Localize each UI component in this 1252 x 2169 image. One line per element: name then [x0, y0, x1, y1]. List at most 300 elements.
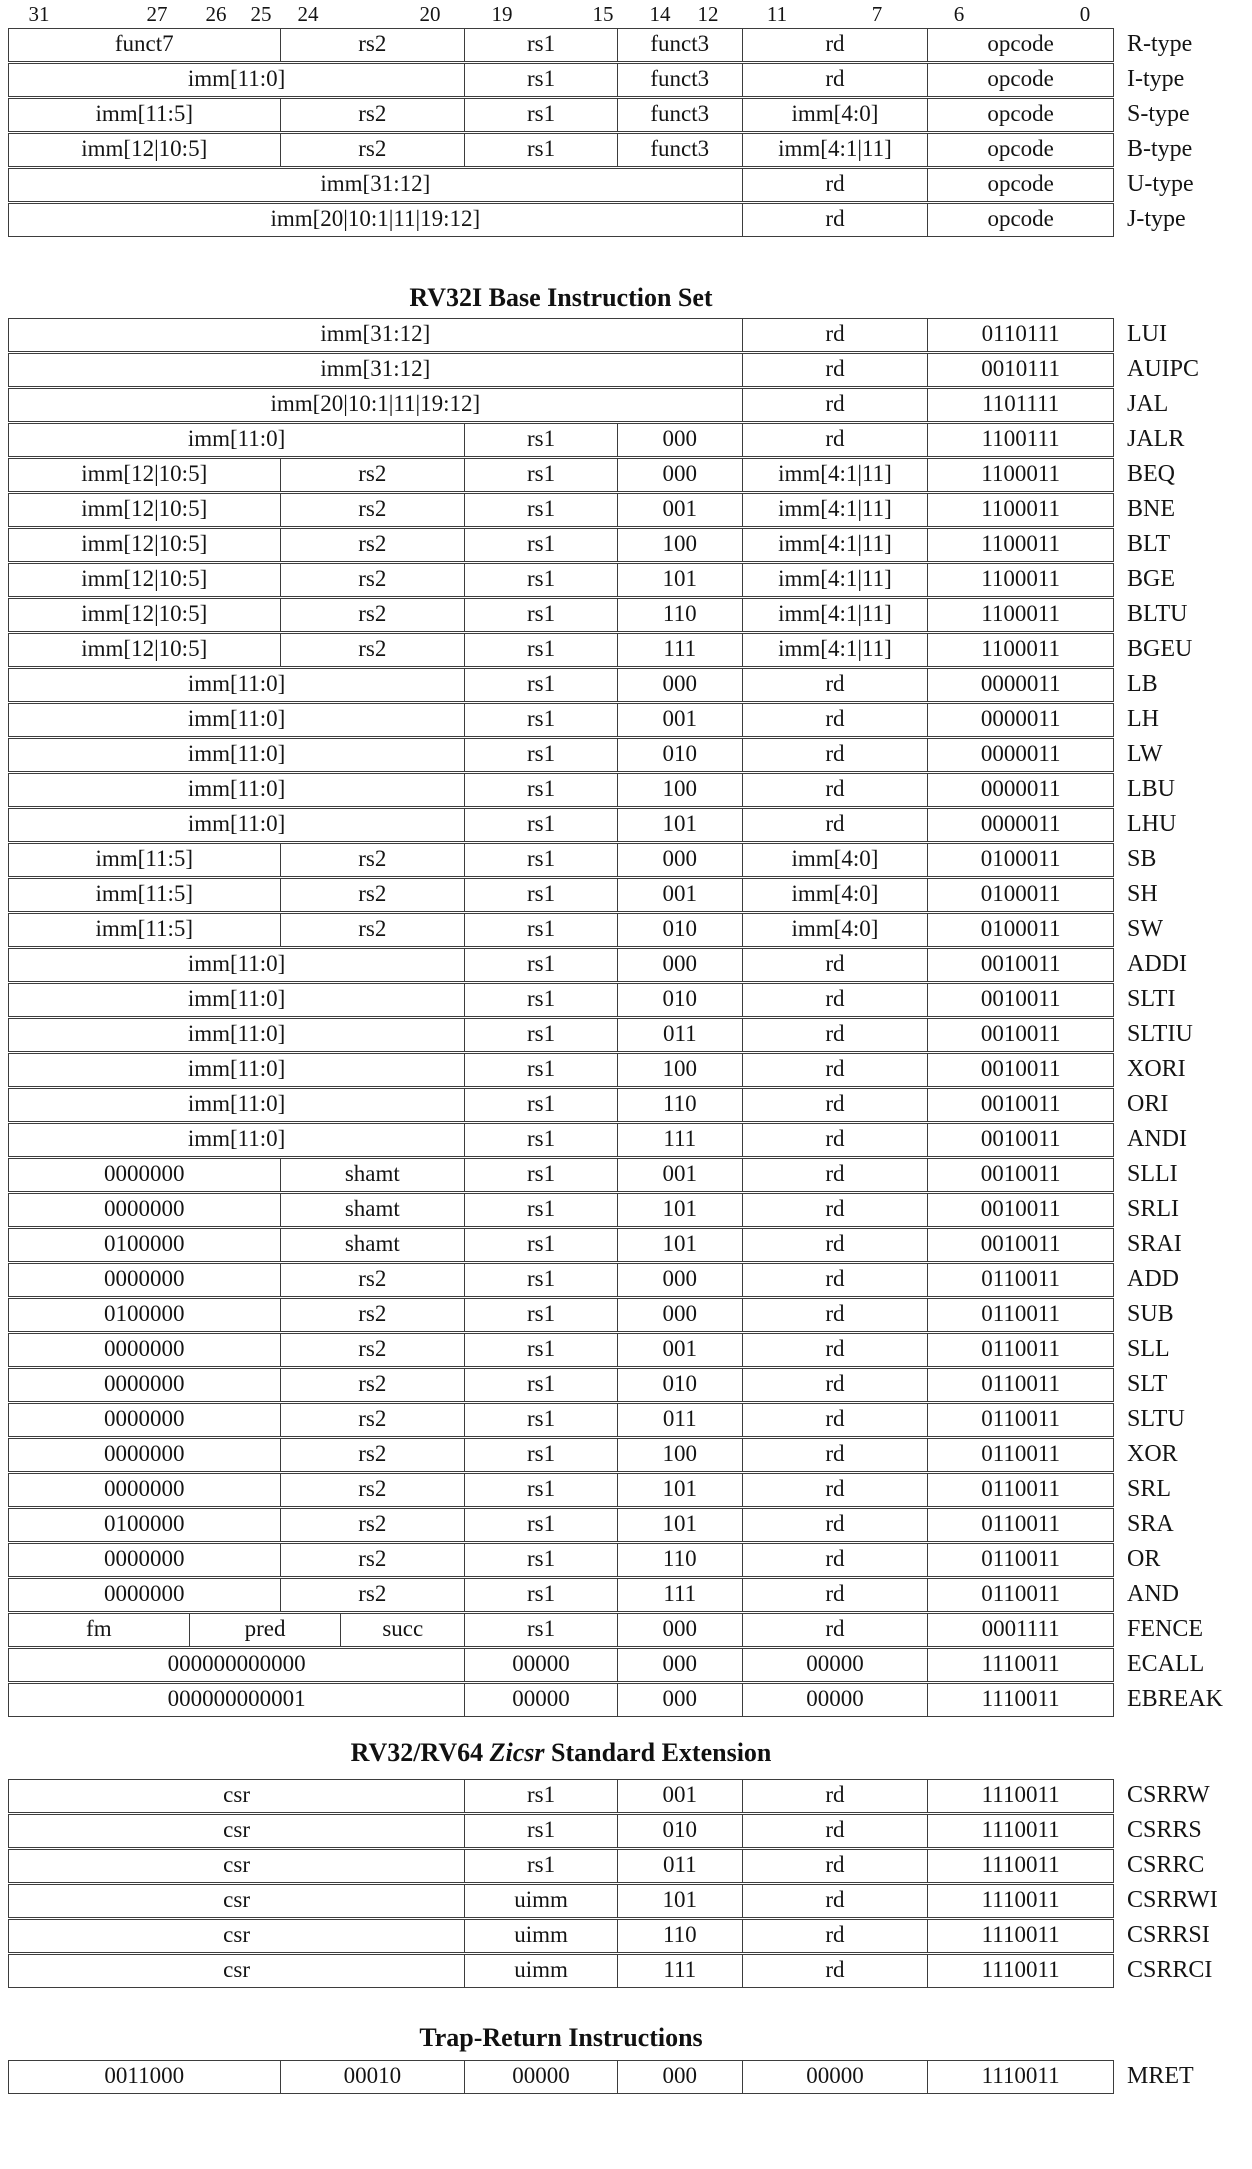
field-cell: 1100011	[927, 634, 1113, 666]
bit-ruler-mark-11: 11	[766, 2, 788, 26]
table-row	[8, 1683, 1223, 1717]
bit-ruler-mark-14: 14	[649, 2, 671, 26]
field-cell: funct3	[617, 29, 742, 61]
zicsr-title-italic: Zicsr	[489, 1738, 545, 1767]
field-cell: 0100000	[104, 1301, 185, 1326]
field-cell: rd	[742, 1124, 928, 1156]
field-cell: 100	[617, 774, 742, 806]
table-row	[8, 1053, 1186, 1087]
table-row	[8, 1884, 1218, 1918]
instruction-label: OR	[1127, 1546, 1161, 1572]
field-cell: shamt	[280, 1194, 465, 1226]
table-row	[8, 1508, 1174, 1542]
table-row	[8, 1919, 1210, 1953]
table-row	[8, 388, 1169, 422]
field-cell: imm[4:1|11]	[742, 134, 928, 166]
field-cell: 101	[617, 1194, 742, 1226]
field-cell: rd	[742, 669, 928, 701]
field-cell: rs1	[464, 29, 617, 61]
field-cell: rs1	[464, 1299, 617, 1331]
field-cell: 0100011	[927, 844, 1113, 876]
field-cell: rd	[742, 1815, 928, 1847]
instruction-label: I-type	[1127, 66, 1185, 92]
table-row	[8, 528, 1171, 562]
field-cell: rd	[742, 739, 928, 771]
field-cell: 111	[617, 1579, 742, 1611]
field-cell: rs1	[464, 599, 617, 631]
field-cell: 000	[617, 1299, 742, 1331]
field-cell: rd	[742, 1614, 928, 1646]
field-cell: rs2	[280, 459, 465, 491]
field-cell: 0000000	[104, 1476, 185, 1501]
field-cell: 00000	[742, 1649, 928, 1681]
field-cell: rs1	[464, 1815, 617, 1847]
field-cell: 0100011	[927, 914, 1113, 946]
instruction-label: ADDI	[1127, 951, 1187, 977]
field-cell: 0010011	[927, 1159, 1113, 1191]
instruction-label: AND	[1127, 1581, 1179, 1607]
field-cell: rs1	[464, 1369, 617, 1401]
field-cell: rs1	[464, 739, 617, 771]
field-cell: 000	[617, 1614, 742, 1646]
instruction-label: LBU	[1127, 776, 1175, 802]
field-cell: imm[4:1|11]	[742, 634, 928, 666]
bit-ruler-mark-0: 0	[1079, 2, 1091, 26]
field-cell: rs1	[464, 494, 617, 526]
field-cell: rs1	[464, 564, 617, 596]
instruction-label: ANDI	[1127, 1126, 1187, 1152]
instruction-label: SB	[1127, 846, 1157, 872]
field-cell: 101	[617, 564, 742, 596]
zicsr-section-title	[8, 1738, 1114, 1768]
field-cell: 0110111	[927, 319, 1113, 351]
instruction-label: LW	[1127, 741, 1163, 767]
instruction-label: CSRRWI	[1127, 1887, 1218, 1913]
field-cell: rs2	[280, 1369, 465, 1401]
field-cell: 0001111	[927, 1614, 1113, 1646]
field-cell: 0100011	[927, 879, 1113, 911]
field-cell: opcode	[927, 29, 1113, 61]
field-cell: rs2	[280, 494, 465, 526]
table-row	[8, 1298, 1174, 1332]
field-cell: imm[12|10:5]	[81, 136, 208, 161]
field-cell: imm[11:5]	[95, 846, 194, 871]
instruction-label: MRET	[1127, 2063, 1194, 2089]
field-cell: rs2	[280, 1544, 465, 1576]
field-cell: 000	[617, 424, 742, 456]
table-row	[8, 703, 1159, 737]
field-cell: imm[12|10:5]	[81, 531, 208, 556]
field-cell: 111	[617, 634, 742, 666]
table-row	[8, 738, 1163, 772]
field-cell: rd	[742, 424, 928, 456]
instruction-label: SRAI	[1127, 1231, 1182, 1257]
instruction-label: ORI	[1127, 1091, 1169, 1117]
table-row	[8, 1954, 1213, 1988]
instruction-label: AUIPC	[1127, 356, 1200, 382]
field-cell: 0000011	[927, 774, 1113, 806]
field-cell: csr	[223, 1817, 250, 1842]
field-cell: rd	[742, 1439, 928, 1471]
instruction-label: CSRRCI	[1127, 1957, 1213, 1983]
field-cell: rs1	[464, 64, 617, 96]
instruction-label: U-type	[1127, 171, 1194, 197]
field-cell: 00010	[280, 2061, 465, 2093]
field-cell: 110	[617, 599, 742, 631]
field-cell: 0000000	[104, 1406, 185, 1431]
field-cell: rs2	[280, 1404, 465, 1436]
field-cell: 010	[617, 1815, 742, 1847]
table-row	[8, 843, 1157, 877]
trap-return-table	[8, 2060, 1194, 2095]
instruction-label: EBREAK	[1127, 1686, 1223, 1712]
instruction-label: BGEU	[1127, 636, 1193, 662]
bit-ruler-mark-24: 24	[297, 2, 319, 26]
field-cell: imm[11:0]	[187, 776, 286, 801]
field-cell: 111	[617, 1955, 742, 1987]
field-cell: 00000	[742, 1684, 928, 1716]
field-cell: imm[4:1|11]	[742, 459, 928, 491]
field-cell: rd	[742, 1089, 928, 1121]
field-cell: 0110011	[927, 1579, 1113, 1611]
instruction-label: JALR	[1127, 426, 1185, 452]
field-cell: 1100111	[927, 424, 1113, 456]
field-cell: 1100011	[927, 459, 1113, 491]
field-cell: succ	[340, 1614, 464, 1646]
bit-position-ruler	[0, 2, 1252, 28]
field-cell: 001	[617, 879, 742, 911]
field-cell: rd	[742, 204, 928, 236]
field-cell: 1110011	[927, 1885, 1113, 1917]
field-cell: rd	[742, 1229, 928, 1261]
zicsr-title-post: Standard Extension	[544, 1738, 772, 1767]
field-cell: rd	[742, 1509, 928, 1541]
field-cell: rs1	[464, 1439, 617, 1471]
field-cell: 000	[617, 459, 742, 491]
field-cell: 011	[617, 1019, 742, 1051]
instruction-label: ECALL	[1127, 1651, 1205, 1677]
table-row	[8, 633, 1193, 667]
field-cell: 1101111	[927, 389, 1113, 421]
table-row	[8, 2060, 1194, 2094]
bit-ruler-mark-27: 27	[146, 2, 168, 26]
field-cell: 0110011	[927, 1509, 1113, 1541]
field-cell: 1100011	[927, 599, 1113, 631]
field-cell: rs2	[280, 599, 465, 631]
table-row	[8, 1814, 1202, 1848]
field-cell: 101	[617, 1229, 742, 1261]
field-cell: shamt	[280, 1229, 465, 1261]
table-row	[8, 948, 1187, 982]
field-cell: imm[12|10:5]	[81, 496, 208, 521]
bit-ruler-mark-31: 31	[28, 2, 50, 26]
field-cell: rs1	[464, 704, 617, 736]
table-row	[8, 1438, 1178, 1472]
field-cell: 011	[617, 1850, 742, 1882]
bit-ruler-mark-15: 15	[592, 2, 614, 26]
field-cell: imm[11:0]	[187, 671, 286, 696]
table-row	[8, 1368, 1168, 1402]
field-cell: 0000000	[104, 1546, 185, 1571]
field-cell: 0010011	[927, 1229, 1113, 1261]
field-cell: 0100000	[104, 1231, 185, 1256]
instruction-label: CSRRSI	[1127, 1922, 1210, 1948]
instruction-label: SLTU	[1127, 1406, 1185, 1432]
field-cell: rd	[742, 1885, 928, 1917]
instruction-label: SLTI	[1127, 986, 1176, 1012]
field-cell: 000	[617, 1684, 742, 1716]
instruction-label: SLL	[1127, 1336, 1170, 1362]
field-cell: rd	[742, 1544, 928, 1576]
field-cell: imm[12|10:5]	[81, 636, 208, 661]
field-cell: 1110011	[927, 1649, 1113, 1681]
field-cell: uimm	[464, 1920, 617, 1952]
table-row	[8, 133, 1193, 167]
table-row	[8, 98, 1190, 132]
field-cell: rd	[742, 774, 928, 806]
table-row	[8, 353, 1200, 387]
field-cell: 001	[617, 1780, 742, 1812]
instruction-label: XORI	[1127, 1056, 1186, 1082]
field-cell: rs2	[280, 1264, 465, 1296]
field-cell: imm[11:0]	[187, 1091, 286, 1116]
instruction-label: LH	[1127, 706, 1159, 732]
field-cell: rs2	[280, 1579, 465, 1611]
instruction-label: BEQ	[1127, 461, 1175, 487]
field-cell: 00000	[464, 2061, 617, 2093]
field-cell: rs1	[464, 844, 617, 876]
bit-ruler-mark-20: 20	[419, 2, 441, 26]
field-cell: 0011000	[104, 2063, 185, 2088]
field-cell: rs1	[464, 634, 617, 666]
field-cell: imm[20|10:1|11|19:12]	[270, 391, 481, 416]
field-cell: rd	[742, 354, 928, 386]
field-cell: rs2	[280, 1474, 465, 1506]
field-cell: rs1	[464, 1229, 617, 1261]
field-cell: imm[11:0]	[187, 1056, 286, 1081]
field-cell: 100	[617, 529, 742, 561]
field-cell: rd	[742, 1920, 928, 1952]
field-cell: imm[20|10:1|11|19:12]	[270, 206, 481, 231]
field-cell: rd	[742, 1264, 928, 1296]
instruction-label: SRL	[1127, 1476, 1172, 1502]
field-cell: rd	[742, 704, 928, 736]
field-cell: pred	[189, 1614, 341, 1646]
field-cell: imm[4:1|11]	[742, 494, 928, 526]
instruction-label: BNE	[1127, 496, 1175, 522]
field-cell: 1100011	[927, 494, 1113, 526]
instruction-label: SRLI	[1127, 1196, 1180, 1222]
field-cell: 0000000	[104, 1266, 185, 1291]
instruction-label: SUB	[1127, 1301, 1174, 1327]
field-cell: rd	[742, 1404, 928, 1436]
table-row	[8, 493, 1175, 527]
field-cell: 0000011	[927, 669, 1113, 701]
instruction-label: S-type	[1127, 101, 1190, 127]
field-cell: 1110011	[927, 2061, 1113, 2093]
instruction-label: SLT	[1127, 1371, 1168, 1397]
field-cell: rd	[742, 1850, 928, 1882]
field-cell: rs1	[464, 99, 617, 131]
field-cell: imm[11:5]	[95, 881, 194, 906]
field-cell: rs1	[464, 529, 617, 561]
field-cell: rd	[742, 1955, 928, 1987]
field-cell: rs2	[280, 529, 465, 561]
field-cell: imm[4:1|11]	[742, 599, 928, 631]
table-row	[8, 458, 1175, 492]
field-cell: rs1	[464, 1054, 617, 1086]
field-cell: rs2	[280, 1299, 465, 1331]
field-cell: rd	[742, 809, 928, 841]
field-cell: 000	[617, 1264, 742, 1296]
table-row	[8, 63, 1185, 97]
table-row	[8, 1263, 1179, 1297]
field-cell: 010	[617, 984, 742, 1016]
bit-ruler-mark-26: 26	[205, 2, 227, 26]
field-cell: imm[11:0]	[187, 986, 286, 1011]
field-cell: 011	[617, 1404, 742, 1436]
instruction-label: CSRRS	[1127, 1817, 1202, 1843]
field-cell: 0000011	[927, 704, 1113, 736]
field-cell: imm[11:0]	[187, 1126, 286, 1151]
field-cell: 0000000	[104, 1336, 185, 1361]
instruction-label: B-type	[1127, 136, 1193, 162]
field-cell: imm[12|10:5]	[81, 566, 208, 591]
field-cell: 0010011	[927, 1054, 1113, 1086]
field-cell: opcode	[927, 99, 1113, 131]
field-cell: rs1	[464, 1579, 617, 1611]
field-cell: rs1	[464, 1474, 617, 1506]
field-cell: funct7	[114, 31, 174, 56]
field-cell: rs2	[280, 134, 465, 166]
field-cell: 0000000	[104, 1441, 185, 1466]
field-cell: 1110011	[927, 1955, 1113, 1987]
field-cell: 1110011	[927, 1684, 1113, 1716]
field-cell: rd	[742, 389, 928, 421]
field-cell: rs1	[464, 1159, 617, 1191]
instruction-label: LB	[1127, 671, 1158, 697]
table-row	[8, 1613, 1204, 1647]
table-row	[8, 983, 1176, 1017]
field-cell: 0110011	[927, 1439, 1113, 1471]
instruction-label: LUI	[1127, 321, 1167, 347]
field-cell: rs1	[464, 809, 617, 841]
field-cell: rs1	[464, 134, 617, 166]
field-cell: imm[11:5]	[95, 101, 194, 126]
bit-ruler-mark-6: 6	[953, 2, 965, 26]
field-cell: imm[31:12]	[320, 356, 431, 381]
zicsr-title-pre: RV32/RV64	[350, 1738, 490, 1767]
field-cell: rd	[742, 1579, 928, 1611]
field-cell: opcode	[927, 169, 1113, 201]
field-cell: imm[31:12]	[320, 171, 431, 196]
table-row	[8, 1088, 1169, 1122]
field-cell: 1110011	[927, 1920, 1113, 1952]
table-row	[8, 1228, 1182, 1262]
instruction-label: SLTIU	[1127, 1021, 1193, 1047]
field-cell: 101	[617, 1474, 742, 1506]
field-cell: uimm	[464, 1885, 617, 1917]
field-cell: 0000000	[104, 1581, 185, 1606]
field-cell: rd	[742, 1334, 928, 1366]
field-cell: imm[4:0]	[742, 844, 928, 876]
bit-ruler-mark-19: 19	[491, 2, 513, 26]
field-cell: rs1	[464, 1124, 617, 1156]
field-cell: 0000011	[927, 739, 1113, 771]
field-cell: 000	[617, 669, 742, 701]
field-cell: 0100000	[104, 1511, 185, 1536]
field-cell: 010	[617, 1369, 742, 1401]
field-cell: opcode	[927, 64, 1113, 96]
field-cell: rd	[742, 29, 928, 61]
field-cell: csr	[223, 1887, 250, 1912]
instruction-label: BLT	[1127, 531, 1171, 557]
field-cell: rs1	[464, 984, 617, 1016]
field-cell: rs2	[280, 634, 465, 666]
field-cell: 101	[617, 1885, 742, 1917]
field-cell: 0010011	[927, 1089, 1113, 1121]
field-cell: rs2	[280, 1334, 465, 1366]
field-cell: rd	[742, 1780, 928, 1812]
field-cell: 00000	[464, 1684, 617, 1716]
field-cell: rs2	[280, 914, 465, 946]
field-cell: rd	[742, 1299, 928, 1331]
field-cell: imm[11:0]	[187, 1021, 286, 1046]
instruction-format-table	[8, 28, 1194, 238]
field-cell: 1110011	[927, 1850, 1113, 1882]
instruction-label: CSRRC	[1127, 1852, 1205, 1878]
table-row	[8, 913, 1163, 947]
table-row	[8, 1543, 1161, 1577]
table-row	[8, 1578, 1179, 1612]
table-row	[8, 168, 1194, 202]
field-cell: csr	[223, 1782, 250, 1807]
field-cell: 0010011	[927, 1124, 1113, 1156]
field-cell: 0010011	[927, 1194, 1113, 1226]
field-cell: 110	[617, 1089, 742, 1121]
field-cell: rd	[742, 1369, 928, 1401]
field-cell: rs2	[280, 564, 465, 596]
instruction-label: R-type	[1127, 31, 1193, 57]
field-cell: 00000	[464, 1649, 617, 1681]
field-cell: rs2	[280, 844, 465, 876]
field-cell: 001	[617, 1159, 742, 1191]
rv32i-section-title: RV32I Base Instruction Set	[409, 283, 713, 312]
field-cell: 0000000	[104, 1196, 185, 1221]
table-row	[8, 1193, 1180, 1227]
table-row	[8, 1333, 1170, 1367]
field-cell: 001	[617, 494, 742, 526]
field-cell: 0110011	[927, 1264, 1113, 1296]
field-cell: rs1	[464, 1509, 617, 1541]
field-cell: 0110011	[927, 1369, 1113, 1401]
field-cell: 0010011	[927, 949, 1113, 981]
field-cell: 0010011	[927, 984, 1113, 1016]
field-cell: 000	[617, 844, 742, 876]
field-cell: 0010111	[927, 354, 1113, 386]
field-cell: imm[4:0]	[742, 914, 928, 946]
field-cell: fm	[86, 1616, 112, 1641]
bit-ruler-mark-12: 12	[697, 2, 719, 26]
table-row	[8, 598, 1188, 632]
field-cell: rs2	[280, 99, 465, 131]
table-row	[8, 423, 1185, 457]
field-cell: 0110011	[927, 1299, 1113, 1331]
field-cell: rs2	[280, 1439, 465, 1471]
field-cell: rd	[742, 319, 928, 351]
field-cell: rs1	[464, 1264, 617, 1296]
field-cell: rs1	[464, 669, 617, 701]
